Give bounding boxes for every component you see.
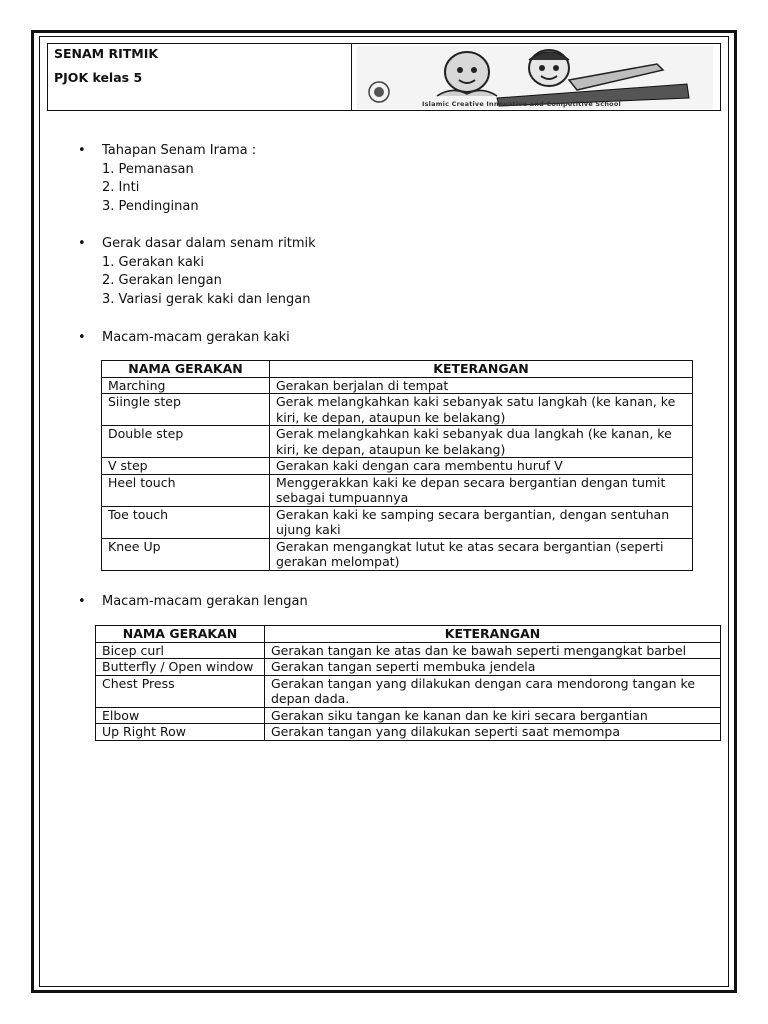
cell-desc: Gerakan tangan yang dilakukan dengan cara mendorong tangan ke depan dada. [265, 675, 721, 707]
cell-desc: Gerakan siku tangan ke kanan dan ke kiri secara bergantian [265, 707, 721, 724]
table-row [102, 426, 693, 458]
cell-desc: Gerak melangkahkan kaki sebanyak satu langkah (ke kanan, ke kiri, ke depan, ataupun ke belakang) [270, 394, 693, 426]
bullet-icon: • [78, 236, 86, 251]
column-header: KETERANGAN [270, 361, 693, 378]
table-row [102, 474, 693, 506]
cell-name: Knee Up [102, 538, 270, 570]
cell-desc: Gerak melangkahkan kaki sebanyak dua langkah (ke kanan, ke kiri, ke depan, ataupun ke belakang) [270, 426, 693, 458]
table-row [102, 377, 693, 394]
cell-name: Butterfly / Open window [96, 659, 265, 676]
table-gerakan-kaki [101, 360, 693, 571]
cell-name: Toe touch [102, 506, 270, 538]
table-row [96, 724, 721, 741]
section-heading: Macam-macam gerakan lengan [102, 594, 308, 609]
list-item: 3. Pendinginan [102, 198, 199, 214]
section-tahapan [78, 142, 256, 216]
table-header-row [102, 361, 693, 378]
table-row [96, 659, 721, 676]
bullet-icon: • [78, 143, 86, 158]
section-kaki [78, 329, 290, 348]
bullet-icon: • [78, 330, 86, 345]
cell-name: Bicep curl [96, 642, 265, 659]
section-gerak-dasar [78, 235, 316, 309]
table-row [102, 538, 693, 570]
cell-desc: Gerakan tangan seperti membuka jendela [265, 659, 721, 676]
section-heading: Gerak dasar dalam senam ritmik [102, 236, 316, 251]
column-header: KETERANGAN [265, 626, 721, 643]
list-item: 1. Gerakan kaki [102, 254, 204, 270]
cell-name: Up Right Row [96, 724, 265, 741]
list-item: 3. Variasi gerak kaki dan lengan [102, 291, 311, 307]
table-row [102, 394, 693, 426]
cell-name: Marching [102, 377, 270, 394]
cell-desc: Gerakan berjalan di tempat [270, 377, 693, 394]
header-logo-cell [352, 44, 720, 110]
cell-desc: Menggerakkan kaki ke depan secara bergantian dengan tumit sebagai tumpuannya [270, 474, 693, 506]
section-heading: Macam-macam gerakan kaki [102, 330, 290, 345]
table-gerakan-lengan [95, 625, 721, 741]
cell-desc: Gerakan kaki dengan cara membentu huruf V [270, 458, 693, 475]
table-row [102, 458, 693, 475]
cell-desc: Gerakan kaki ke samping secara bergantian, dengan sentuhan ujung kaki [270, 506, 693, 538]
table-row [96, 642, 721, 659]
list-item: 2. Inti [102, 180, 140, 195]
column-header: NAMA GERAKAN [102, 361, 270, 378]
table-row [102, 506, 693, 538]
table-row [96, 707, 721, 724]
list-item: 1. Pemanasan [102, 161, 194, 177]
cell-name: Elbow [96, 707, 265, 724]
cell-name: Siingle step [102, 394, 270, 426]
document-header [47, 43, 721, 111]
header-title-cell [48, 44, 352, 110]
cell-name: Double step [102, 426, 270, 458]
document-subtitle: PJOK kelas 5 [54, 70, 143, 85]
cell-desc: Gerakan tangan ke atas dan ke bawah seperti mengangkat barbel [265, 642, 721, 659]
cell-name: V step [102, 458, 270, 475]
table-header-row [96, 626, 721, 643]
cell-desc: Gerakan tangan yang dilakukan seperti saat memompa [265, 724, 721, 741]
section-lengan [78, 593, 308, 612]
document-title: SENAM RITMIK [54, 46, 159, 61]
cell-desc: Gerakan mengangkat lutut ke atas secara bergantian (seperti gerakan melompat) [270, 538, 693, 570]
bullet-icon: • [78, 594, 86, 609]
cell-name: Heel touch [102, 474, 270, 506]
table-row [96, 675, 721, 707]
section-heading: Tahapan Senam Irama : [102, 143, 257, 158]
cell-name: Chest Press [96, 675, 265, 707]
logo-tagline: Islamic Creative Innovative and Competitive School [422, 100, 621, 108]
column-header: NAMA GERAKAN [96, 626, 265, 643]
list-item: 2. Gerakan lengan [102, 273, 222, 288]
